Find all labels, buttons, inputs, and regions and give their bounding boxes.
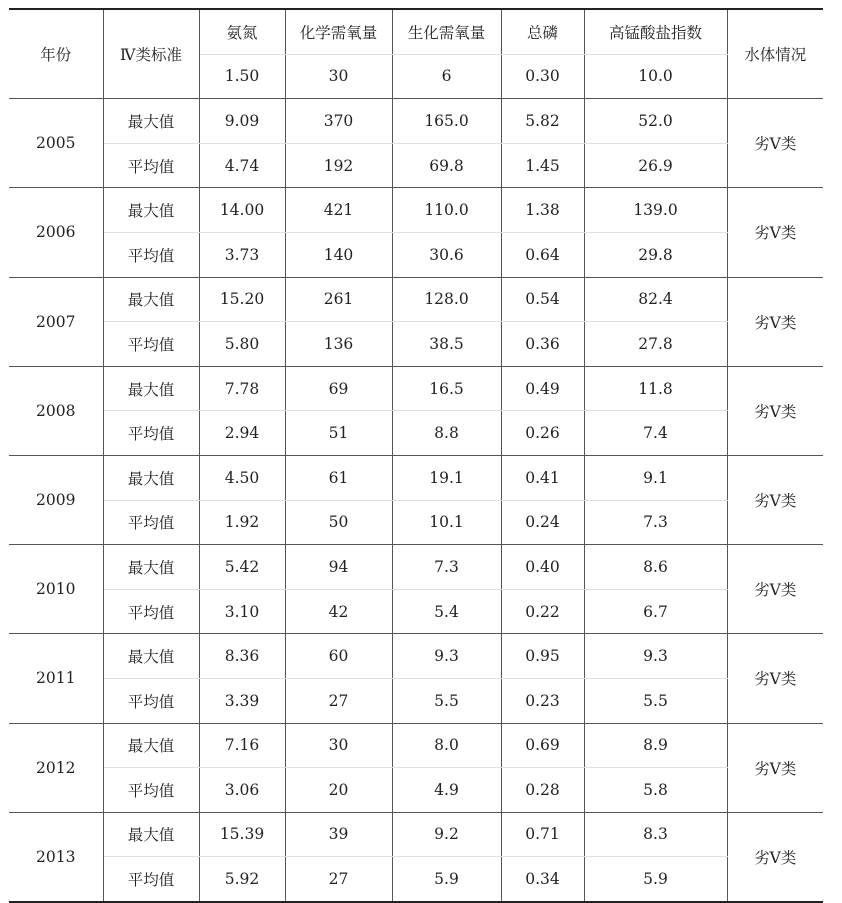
avg-value: 5.5 bbox=[584, 678, 727, 723]
max-value: 19.1 bbox=[392, 455, 501, 500]
avg-value: 26.9 bbox=[584, 143, 727, 188]
max-value: 16.5 bbox=[392, 366, 501, 411]
max-value: 165.0 bbox=[392, 99, 501, 144]
year-cell: 2012 bbox=[9, 723, 103, 812]
table-row bbox=[9, 678, 823, 723]
max-value: 261 bbox=[285, 277, 392, 322]
max-value: 30 bbox=[285, 723, 392, 768]
table-row bbox=[9, 366, 823, 411]
max-label: 最大值 bbox=[103, 545, 199, 590]
max-label: 最大值 bbox=[103, 277, 199, 322]
header-col: 化学需氧量 bbox=[285, 9, 392, 54]
max-value: 11.8 bbox=[584, 366, 727, 411]
avg-value: 27 bbox=[285, 678, 392, 723]
water-quality-table bbox=[9, 8, 823, 903]
status-cell: 劣Ⅴ类 bbox=[727, 545, 823, 634]
avg-label: 平均值 bbox=[103, 411, 199, 456]
avg-label: 平均值 bbox=[103, 589, 199, 634]
max-value: 82.4 bbox=[584, 277, 727, 322]
max-value: 14.00 bbox=[199, 188, 285, 233]
avg-value: 51 bbox=[285, 411, 392, 456]
avg-value: 3.10 bbox=[199, 589, 285, 634]
avg-value: 7.4 bbox=[584, 411, 727, 456]
year-cell: 2011 bbox=[9, 634, 103, 723]
max-value: 4.50 bbox=[199, 455, 285, 500]
max-value: 7.78 bbox=[199, 366, 285, 411]
avg-value: 0.22 bbox=[501, 589, 584, 634]
max-value: 60 bbox=[285, 634, 392, 679]
avg-value: 5.8 bbox=[584, 768, 727, 813]
max-label: 最大值 bbox=[103, 812, 199, 857]
max-value: 0.71 bbox=[501, 812, 584, 857]
max-value: 39 bbox=[285, 812, 392, 857]
status-cell: 劣Ⅴ类 bbox=[727, 99, 823, 188]
max-value: 8.9 bbox=[584, 723, 727, 768]
year-cell: 2013 bbox=[9, 812, 103, 902]
max-value: 9.3 bbox=[392, 634, 501, 679]
avg-value: 27 bbox=[285, 857, 392, 902]
year-cell: 2005 bbox=[9, 99, 103, 188]
avg-value: 5.80 bbox=[199, 322, 285, 367]
max-value: 9.2 bbox=[392, 812, 501, 857]
standard-value: 1.50 bbox=[199, 54, 285, 99]
max-value: 8.3 bbox=[584, 812, 727, 857]
avg-value: 42 bbox=[285, 589, 392, 634]
status-cell: 劣Ⅴ类 bbox=[727, 812, 823, 902]
avg-value: 3.39 bbox=[199, 678, 285, 723]
max-label: 最大值 bbox=[103, 99, 199, 144]
max-value: 8.6 bbox=[584, 545, 727, 590]
max-label: 最大值 bbox=[103, 366, 199, 411]
status-cell: 劣Ⅴ类 bbox=[727, 366, 823, 455]
max-value: 7.3 bbox=[392, 545, 501, 590]
max-value: 9.09 bbox=[199, 99, 285, 144]
table-row bbox=[9, 322, 823, 367]
max-value: 0.40 bbox=[501, 545, 584, 590]
avg-value: 136 bbox=[285, 322, 392, 367]
header-col: 高锰酸盐指数 bbox=[584, 9, 727, 54]
max-value: 370 bbox=[285, 99, 392, 144]
table-row bbox=[9, 455, 823, 500]
avg-label: 平均值 bbox=[103, 857, 199, 902]
max-value: 5.82 bbox=[501, 99, 584, 144]
status-cell: 劣Ⅴ类 bbox=[727, 277, 823, 366]
year-cell: 2009 bbox=[9, 455, 103, 544]
avg-value: 10.1 bbox=[392, 500, 501, 545]
max-value: 9.1 bbox=[584, 455, 727, 500]
header-col: 氨氮 bbox=[199, 9, 285, 54]
table-row bbox=[9, 232, 823, 277]
table-row bbox=[9, 143, 823, 188]
avg-value: 7.3 bbox=[584, 500, 727, 545]
year-cell: 2006 bbox=[9, 188, 103, 277]
max-value: 8.0 bbox=[392, 723, 501, 768]
max-value: 5.42 bbox=[199, 545, 285, 590]
avg-label: 平均值 bbox=[103, 143, 199, 188]
avg-value: 20 bbox=[285, 768, 392, 813]
max-value: 110.0 bbox=[392, 188, 501, 233]
avg-value: 29.8 bbox=[584, 232, 727, 277]
table-row bbox=[9, 812, 823, 857]
avg-value: 0.24 bbox=[501, 500, 584, 545]
max-label: 最大值 bbox=[103, 723, 199, 768]
avg-value: 5.5 bbox=[392, 678, 501, 723]
header-col: 总磷 bbox=[501, 9, 584, 54]
avg-value: 5.9 bbox=[392, 857, 501, 902]
avg-value: 0.36 bbox=[501, 322, 584, 367]
max-value: 61 bbox=[285, 455, 392, 500]
year-cell: 2010 bbox=[9, 545, 103, 634]
header-standard: Ⅳ类标准 bbox=[103, 9, 199, 99]
max-label: 最大值 bbox=[103, 188, 199, 233]
avg-value: 27.8 bbox=[584, 322, 727, 367]
avg-label: 平均值 bbox=[103, 322, 199, 367]
status-cell: 劣Ⅴ类 bbox=[727, 188, 823, 277]
max-value: 0.49 bbox=[501, 366, 584, 411]
year-cell: 2007 bbox=[9, 277, 103, 366]
table-row bbox=[9, 99, 823, 144]
max-value: 15.20 bbox=[199, 277, 285, 322]
avg-value: 0.28 bbox=[501, 768, 584, 813]
max-value: 0.54 bbox=[501, 277, 584, 322]
avg-label: 平均值 bbox=[103, 500, 199, 545]
avg-value: 4.74 bbox=[199, 143, 285, 188]
max-value: 52.0 bbox=[584, 99, 727, 144]
header-year: 年份 bbox=[9, 9, 103, 99]
status-cell: 劣Ⅴ类 bbox=[727, 723, 823, 812]
avg-value: 0.23 bbox=[501, 678, 584, 723]
avg-value: 5.9 bbox=[584, 857, 727, 902]
standard-value: 0.30 bbox=[501, 54, 584, 99]
avg-value: 5.4 bbox=[392, 589, 501, 634]
avg-value: 0.26 bbox=[501, 411, 584, 456]
avg-value: 140 bbox=[285, 232, 392, 277]
avg-value: 3.73 bbox=[199, 232, 285, 277]
max-value: 128.0 bbox=[392, 277, 501, 322]
max-value: 421 bbox=[285, 188, 392, 233]
avg-label: 平均值 bbox=[103, 768, 199, 813]
standard-value: 10.0 bbox=[584, 54, 727, 99]
max-value: 15.39 bbox=[199, 812, 285, 857]
avg-value: 8.8 bbox=[392, 411, 501, 456]
table-row bbox=[9, 857, 823, 902]
avg-value: 38.5 bbox=[392, 322, 501, 367]
table-row bbox=[9, 277, 823, 322]
avg-value: 1.92 bbox=[199, 500, 285, 545]
max-value: 9.3 bbox=[584, 634, 727, 679]
avg-value: 192 bbox=[285, 143, 392, 188]
max-value: 7.16 bbox=[199, 723, 285, 768]
avg-value: 5.92 bbox=[199, 857, 285, 902]
avg-value: 69.8 bbox=[392, 143, 501, 188]
max-value: 1.38 bbox=[501, 188, 584, 233]
max-label: 最大值 bbox=[103, 634, 199, 679]
max-value: 8.36 bbox=[199, 634, 285, 679]
avg-value: 0.34 bbox=[501, 857, 584, 902]
header-status: 水体情况 bbox=[727, 9, 823, 99]
max-value: 139.0 bbox=[584, 188, 727, 233]
avg-value: 4.9 bbox=[392, 768, 501, 813]
year-cell: 2008 bbox=[9, 366, 103, 455]
table-row bbox=[9, 723, 823, 768]
status-cell: 劣Ⅴ类 bbox=[727, 455, 823, 544]
header-col: 生化需氧量 bbox=[392, 9, 501, 54]
table-row bbox=[9, 500, 823, 545]
max-value: 69 bbox=[285, 366, 392, 411]
status-cell: 劣Ⅴ类 bbox=[727, 634, 823, 723]
max-value: 94 bbox=[285, 545, 392, 590]
table-row bbox=[9, 545, 823, 590]
table-row bbox=[9, 768, 823, 813]
avg-value: 30.6 bbox=[392, 232, 501, 277]
avg-value: 0.64 bbox=[501, 232, 584, 277]
standard-value: 30 bbox=[285, 54, 392, 99]
table-row bbox=[9, 188, 823, 233]
avg-value: 6.7 bbox=[584, 589, 727, 634]
avg-value: 50 bbox=[285, 500, 392, 545]
max-value: 0.95 bbox=[501, 634, 584, 679]
max-value: 0.69 bbox=[501, 723, 584, 768]
table-row bbox=[9, 411, 823, 456]
avg-label: 平均值 bbox=[103, 232, 199, 277]
avg-label: 平均值 bbox=[103, 678, 199, 723]
avg-value: 2.94 bbox=[199, 411, 285, 456]
avg-value: 1.45 bbox=[501, 143, 584, 188]
max-label: 最大值 bbox=[103, 455, 199, 500]
table-row bbox=[9, 634, 823, 679]
avg-value: 3.06 bbox=[199, 768, 285, 813]
max-value: 0.41 bbox=[501, 455, 584, 500]
table-row bbox=[9, 589, 823, 634]
standard-value: 6 bbox=[392, 54, 501, 99]
